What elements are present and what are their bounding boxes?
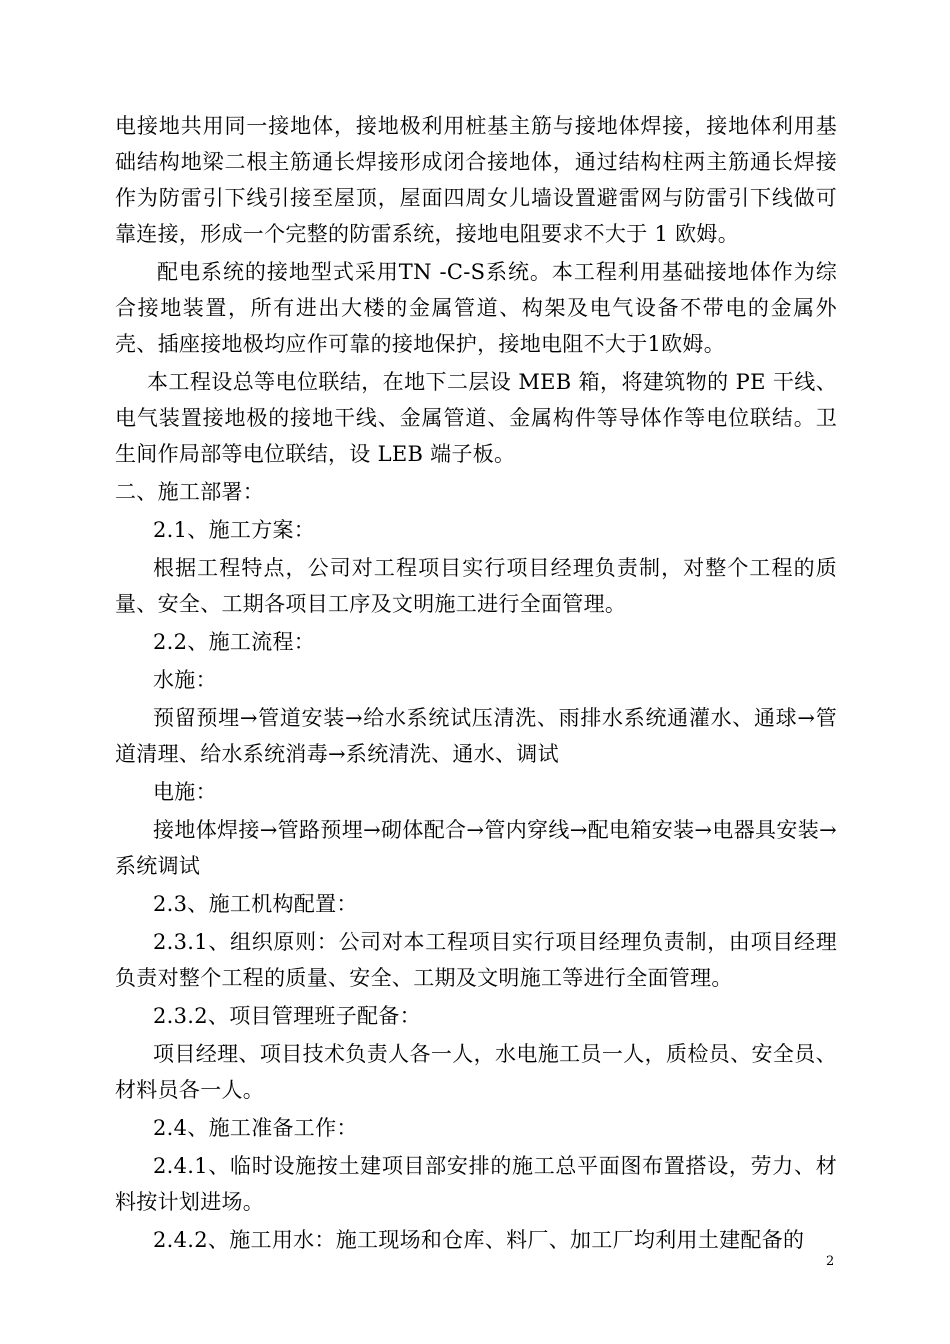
subheading-2-4: 2.4、施工准备工作： — [153, 1116, 358, 1140]
page-number: 2 — [826, 1254, 835, 1269]
paragraph-construction-plan: 根据工程特点，公司对工程项目实行项目经理负责制，对整个工程的质量、安全、工期各项目工序及文明施工进行全面管理。 — [115, 556, 837, 616]
label-electrical-works: 电施： — [153, 780, 217, 804]
paragraph-electrical-flow: 接地体焊接→管路预埋→砌体配合→管内穿线→配电箱安装→电器具安装→系统调试 — [115, 818, 837, 878]
paragraph-water-flow: 预留预埋→管道安装→给水系统试压清洗、雨排水系统通灌水、通球→管道清理、给水系统消毒→系统清洗、通水、调试 — [115, 706, 837, 766]
paragraph-organization-principle: 2.3.1、组织原则：公司对本工程项目实行项目经理负责制，由项目经理负责对整个工程的质量、安全、工期及文明施工等进行全面管理。 — [115, 930, 837, 990]
paragraph-management-team: 项目经理、项目技术负责人各一人，水电施工员一人，质检员、安全员、材料员各一人。 — [115, 1042, 837, 1102]
section-heading-construction-deployment: 二、施工部署： — [115, 480, 265, 504]
paragraph-construction-water: 2.4.2、施工用水：施工现场和仓库、料厂、加工厂均利用土建配备的 — [153, 1228, 805, 1252]
paragraph-temporary-facilities: 2.4.1、临时设施按土建项目部安排的施工总平面图布置搭设，劳力、材料按计划进场。 — [115, 1154, 837, 1214]
subheading-2-1: 2.1、施工方案： — [153, 518, 316, 542]
paragraph-equipotential-bonding: 本工程设总等电位联结，在地下二层设 MEB 箱，将建筑物的 PE 干线、电气装置接地极的接地干线、金属管道、金属构件等导体作等电位联结。卫生间作局部等电位联结，设 LEB 端子板。 — [115, 370, 837, 466]
label-water-works: 水施： — [153, 668, 217, 692]
paragraph-distribution-grounding: 配电系统的接地型式采用TN -C-S系统。本工程利用基础接地体作为综合接地装置，所有进出大楼的金属管道、构架及电气设备不带电的金属外壳、插座接地极均应作可靠的接地保护，接地电阻不大于1欧姆。 — [115, 260, 837, 356]
subheading-2-2: 2.2、施工流程： — [153, 630, 316, 654]
subheading-2-3-2: 2.3.2、项目管理班子配备： — [153, 1004, 421, 1028]
subheading-2-3: 2.3、施工机构配置： — [153, 892, 358, 916]
paragraph-grounding-lightning: 电接地共用同一接地体，接地极利用桩基主筋与接地体焊接，接地体利用基础结构地梁二根主筋通长焊接形成闭合接地体，通过结构柱两主筋通长焊接作为防雷引下线引接至屋顶，屋面四周女儿墙设置避雷网与防雷引下线做可靠连接，形成一个完整的防雷系统，接地电阻要求不大于 1 欧姆。 — [115, 114, 837, 246]
document-body — [115, 108, 837, 1258]
